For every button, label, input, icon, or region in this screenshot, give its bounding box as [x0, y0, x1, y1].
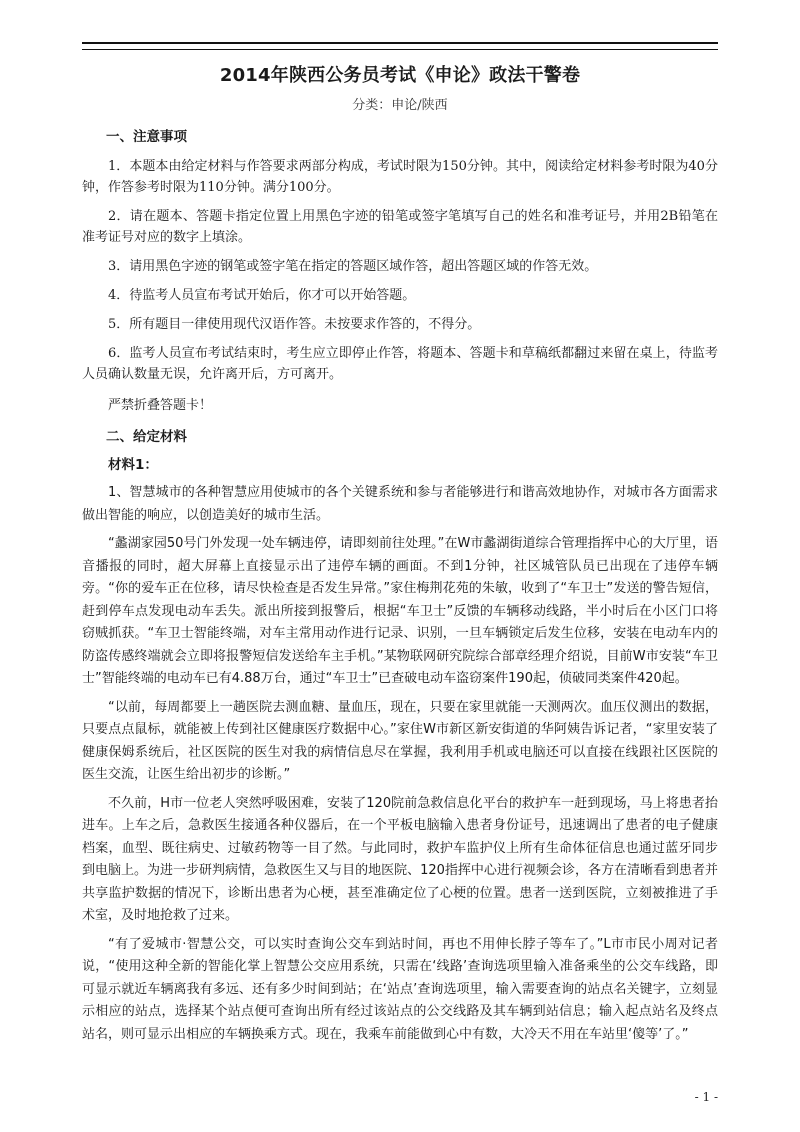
material-paragraph: “有了爱城市·智慧公交，可以实时查询公交车到站时间，再也不用伸长脖子等车了。”L市市民小周对记者说，“使用这种全新的智能化掌上智慧公交应用系统，只需在‘线路’查询选项里输入准备乘坐的公交车线路，即可显示就近车辆离我有多远、还有多少时间到站；在‘站点’查询选项里，输入需要查询的站点名关键字，立刻显示相应的站点，选择某个站点便可查询出所有经过该站点的公交线路及其车辆到站信息；输入起点站名及终点站名，则可显示出相应的车辆换乘方式。现在，我乘车前能做到心中有数，大冷天不用在车站里‘傻等’了。” [82, 936, 718, 1042]
material-paragraph: 不久前，H市一位老人突然呼吸困难，安装了120院前急救信息化平台的救护车一赶到现场，马上将患者抬进车。上车之后，急救医生接通各种仪器后，在一个平板电脑输入患者身份证号，迅速调出了患者的电子健康档案，血型、既往病史、过敏药物等一目了然。与此同时，救护车监护仪上所有生命体征信息也通过蓝牙同步到电脑上。为进一步研判病情，急救医生又与目的地医院、120指挥中心进行视频会诊，各方在清晰看到患者并共享监护数据的情况下，诊断出患者为心梗，甚至准确定位了心梗的位置。患者一送到医院，立刻被推进了手术室，及时地抢救了过来。 [82, 795, 718, 923]
material-paragraph: 1、智慧城市的各种智慧应用使城市的各个关键系统和参与者能够进行和谐高效地协作，对城市各方面需求做出智能的响应，以创造美好的城市生活。 [82, 485, 718, 523]
header-rule-thick [82, 42, 718, 44]
note-item: 6．监考人员宣布考试结束时，考生应立即停止作答，将题本、答题卡和草稿纸都翻过来留在桌上，待监考人员确认数量无误，允许离开后，方可离开。 [82, 346, 718, 382]
document-page [82, 62, 718, 1046]
header-rule-thin [82, 49, 718, 50]
note-item: 3．请用黑色字迹的钢笔或签字笔在指定的答题区域作答，超出答题区域的作答无效。 [108, 259, 598, 274]
document-category: 分类：申论/陕西 [352, 98, 448, 113]
section-heading-notes: 一、注意事项 [106, 129, 187, 145]
document-title: 2014年陕西公务员考试《申论》政法干警卷 [219, 65, 581, 86]
note-item: 2．请在题本、答题卡指定位置上用黑色字迹的铅笔或签字笔填写自己的姓名和准考证号，并用2B铅笔在准考证号对应的数字上填涂。 [82, 209, 718, 245]
note-item: 1．本题本由给定材料与作答要求两部分构成，考试时限为150分钟。其中，阅读给定材料参考时限为40分钟，作答参考时限为110分钟。满分100分。 [82, 159, 718, 195]
material-paragraph: “蠡湖家园50号门外发现一处车辆违停，请即刻前往处理。”在W市蠡湖街道综合管理指挥中心的大厅里，语音播报的同时，超大屏幕上直接显示出了违停车辆的画面。不到1分钟，社区城管队员已出现在了违停车辆旁。“你的爱车正在位移，请尽快检查是否发生异常。”家住梅荆花苑的朱敏，收到了“车卫士”发送的警告短信，赶到停车点发现电动车丢失。派出所接到报警后，根据“车卫士”反馈的车辆移动线路，半小时后在小区门口将窃贼抓获。“车卫士智能终端，对车主常用动作进行记录、识别，一旦车辆锁定后发生位移，安装在电动车内的防盗传感终端就会立即将报警短信发送给车主手机。”某物联网研究院综合部章经理介绍说，目前W市安装“车卫士”智能终端的电动车已有4.88万台，通过“车卫士”已查破电动车盗窃案件190起，侦破同类案件420起。 [82, 536, 718, 686]
page-number: - 1 - [694, 1090, 718, 1104]
note-item: 5．所有题目一律使用现代汉语作答。未按要求作答的，不得分。 [108, 317, 481, 332]
answer-sheet-warning: 严禁折叠答题卡！ [108, 398, 213, 413]
material-label: 材料1： [108, 457, 158, 473]
section-heading-materials: 二、给定材料 [106, 429, 187, 445]
material-paragraph: “以前，每周都要上一趟医院去测血糖、量血压，现在，只要在家里就能一天测两次。血压仪测出的数据，只要点点鼠标，就能被上传到社区健康医疗数据中心。”家住W市新区新安街道的华阿姨告诉记者，“家里安装了健康保姆系统后，社区医院的医生对我的病情信息尽在掌握，我利用手机或电脑还可以直接在线跟社区医院的医生交流，让医生给出初步的诊断。” [82, 699, 718, 782]
note-item: 4．待监考人员宣布考试开始后，你才可以开始答题。 [108, 288, 416, 303]
